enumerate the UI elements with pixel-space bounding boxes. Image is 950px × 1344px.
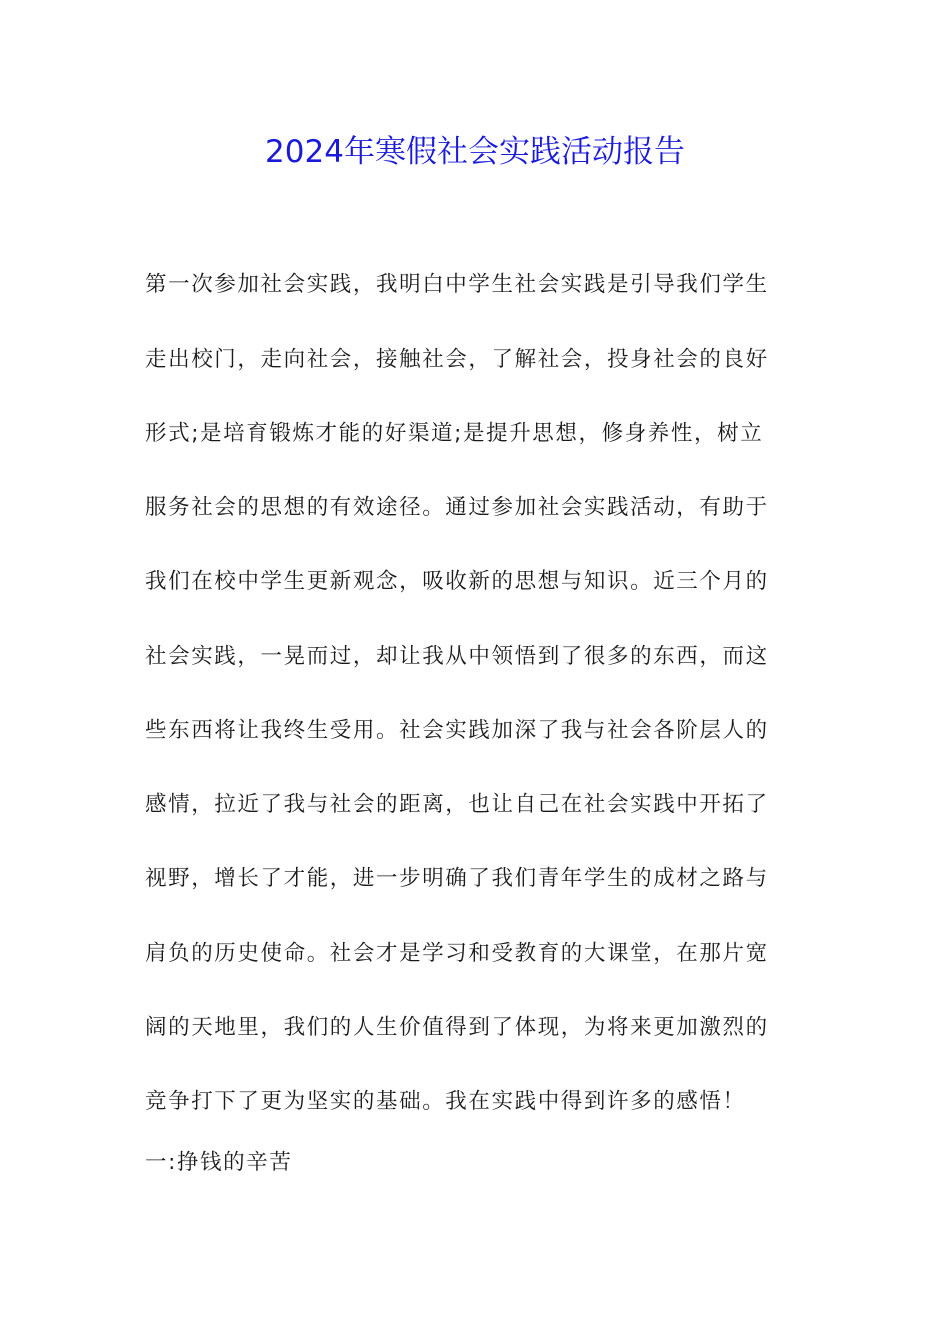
paragraph-line: 我们在校中学生更新观念，吸收新的思想与知识。近三个月的 bbox=[145, 569, 769, 594]
paragraph-line: 肩负的历史使命。社会才是学习和受教育的大课堂，在那片宽 bbox=[145, 941, 769, 966]
paragraph-line: 阔的天地里，我们的人生价值得到了体现，为将来更加激烈的 bbox=[145, 1015, 769, 1040]
paragraph-line: 竞争打下了更为坚实的基础。我在实践中得到许多的感悟！ bbox=[145, 1089, 746, 1114]
paragraph-line: 感情，拉近了我与社会的距离，也让自己在社会实践中开拓了 bbox=[145, 792, 769, 817]
paragraph-line: 社会实践，一晃而过，却让我从中领悟到了很多的东西，而这 bbox=[145, 644, 769, 669]
paragraph-line: 些东西将让我终生受用。社会实践加深了我与社会各阶层人的 bbox=[145, 718, 769, 743]
section-heading: 一:挣钱的辛苦 bbox=[145, 1150, 293, 1175]
paragraph-line: 服务社会的思想的有效途径。通过参加社会实践活动，有助于 bbox=[145, 495, 769, 520]
paragraph-line: 第一次参加社会实践，我明白中学生社会实践是引导我们学生 bbox=[145, 272, 769, 297]
document-title: 2024年寒假社会实践活动报告 bbox=[265, 134, 685, 170]
paragraph-line: 形式;是培育锻炼才能的好渠道;是提升思想，修身养性，树立 bbox=[145, 421, 764, 446]
paragraph-line: 走出校门，走向社会，接触社会，了解社会，投身社会的良好 bbox=[145, 347, 769, 372]
paragraph-line: 视野，增长了才能，进一步明确了我们青年学生的成材之路与 bbox=[145, 866, 769, 891]
